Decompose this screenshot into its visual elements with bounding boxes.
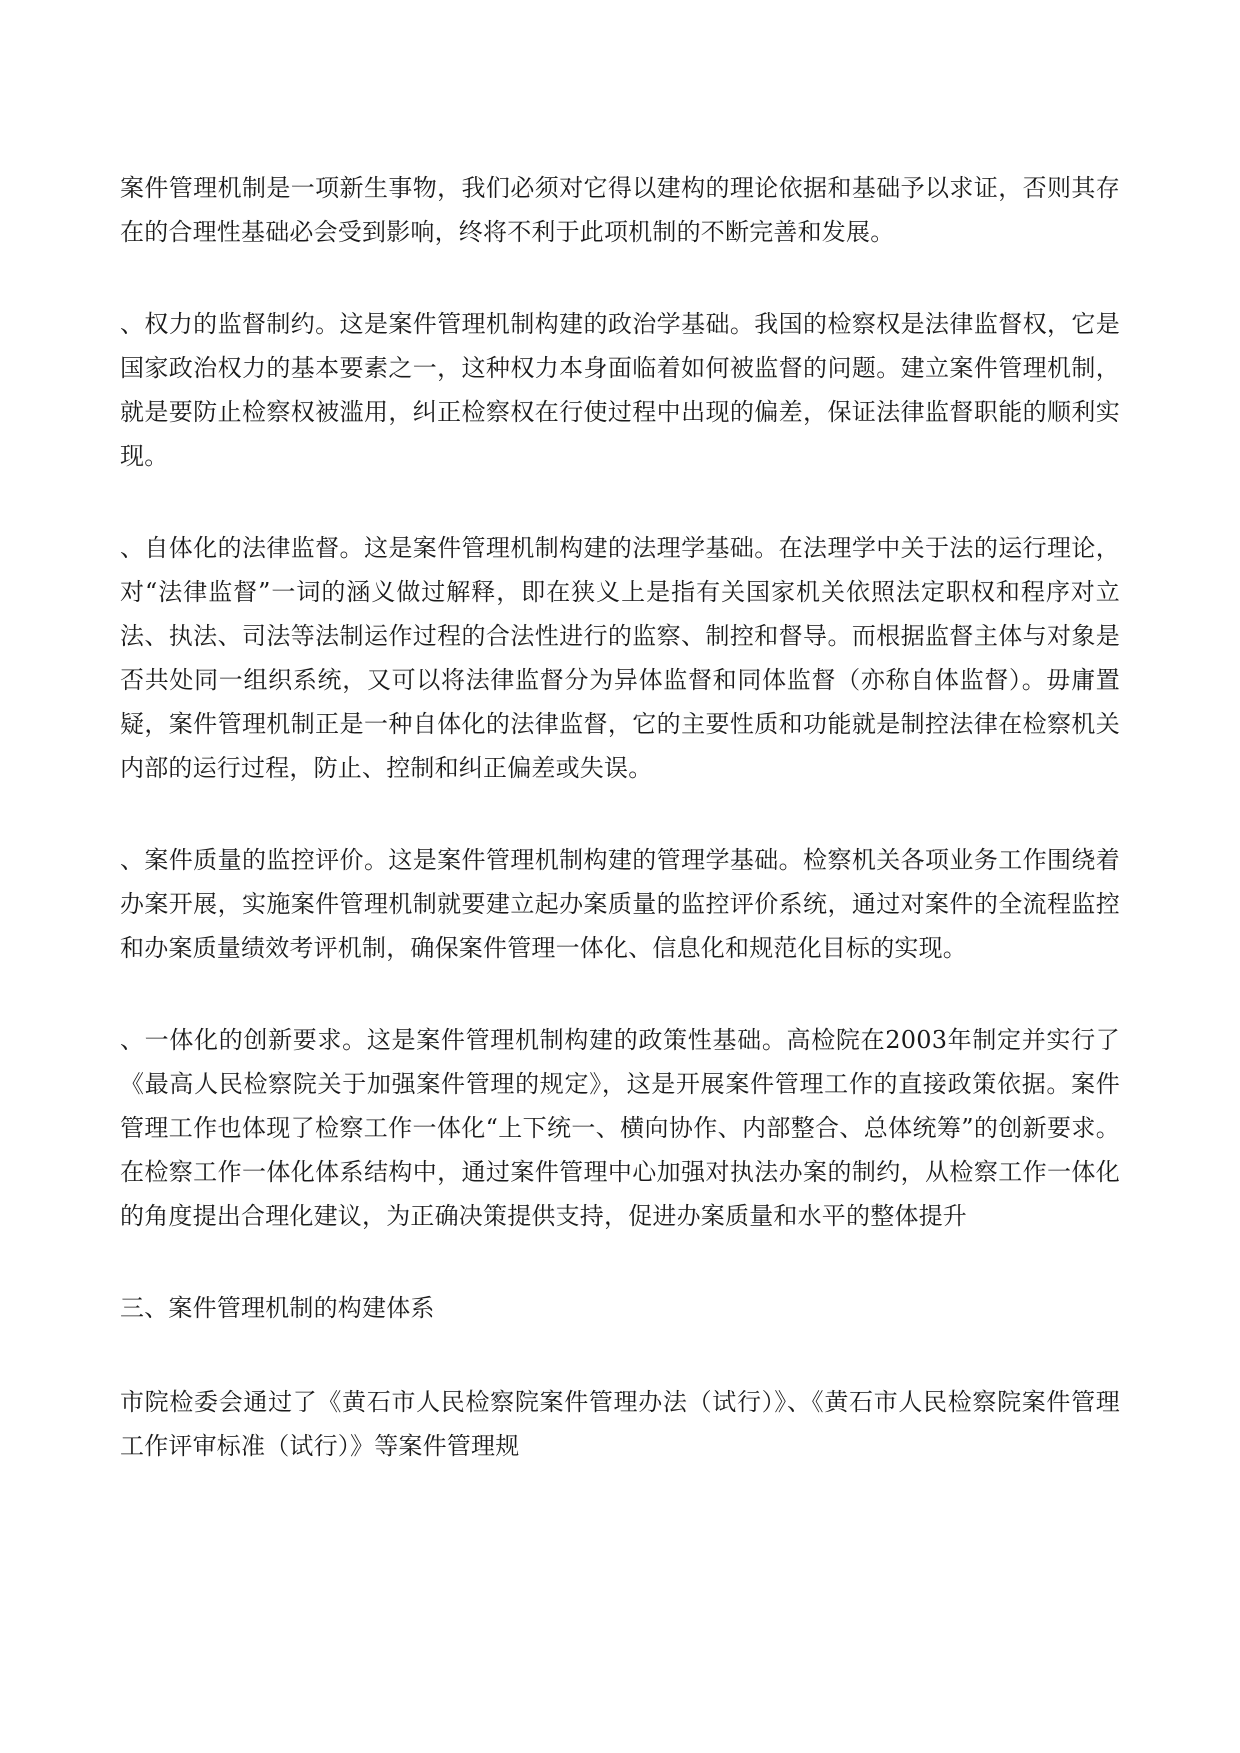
paragraph-political-basis: 、权力的监督制约。这是案件管理机制构建的政治学基础。我国的检察权是法律监督权，它是国家政治权力的基本要素之一，这种权力本身面临着如何被监督的问题。建立案件管理机制，就是要防止检察权被滥用，纠正检察权在行使过程中出现的偏差，保证法律监督职能的顺利实现。	[120, 310, 1120, 470]
paragraph-policy-basis: 、一体化的创新要求。这是案件管理机制构建的政策性基础。高检院在2003年制定并实行了《最高人民检察院关于加强案件管理的规定》，这是开展案件管理工作的直接政策依据。案件管理工作也体现了检察工作一体化“上下统一、横向协作、内部整合、总体统筹”的创新要求。在检察工作一体化体系结构中，通过案件管理中心加强对执法办案的制约，从检察工作一体化的角度提出合理化建议，为正确决策提供支持，促进办案质量和水平的整体提升	[120, 1026, 1120, 1230]
paragraph-management-basis: 、案件质量的监控评价。这是案件管理机制构建的管理学基础。检察机关各项业务工作围绕着办案开展，实施案件管理机制就要建立起办案质量的监控评价系统，通过对案件的全流程监控和办案质量绩效考评机制，确保案件管理一体化、信息化和规范化目标的实现。	[120, 846, 1120, 962]
paragraph-intro: 案件管理机制是一项新生事物，我们必须对它得以建构的理论依据和基础予以求证，否则其存在的合理性基础必会受到影响，终将不利于此项机制的不断完善和发展。	[120, 174, 1120, 246]
paragraph-jurisprudence-basis: 、自体化的法律监督。这是案件管理机制构建的法理学基础。在法理学中关于法的运行理论，对“法律监督”一词的涵义做过解释，即在狭义上是指有关国家机关依照法定职权和程序对立法、执法、司法等法制运作过程的合法性进行的监察、制控和督导。而根据监督主体与对象是否共处同一组织系统，又可以将法律监督分为异体监督和同体监督（亦称自体监督）。毋庸置疑，案件管理机制正是一种自体化的法律监督，它的主要性质和功能就是制控法律在检察机关内部的运行过程，防止、控制和纠正偏差或失误。	[120, 534, 1120, 782]
paragraph-regulations: 市院检委会通过了《黄石市人民检察院案件管理办法（试行）》、《黄石市人民检察院案件管理工作评审标准（试行）》等案件管理规	[120, 1388, 1120, 1460]
section-heading: 三、案件管理机制的构建体系	[120, 1294, 435, 1322]
document-body	[120, 166, 1120, 1516]
